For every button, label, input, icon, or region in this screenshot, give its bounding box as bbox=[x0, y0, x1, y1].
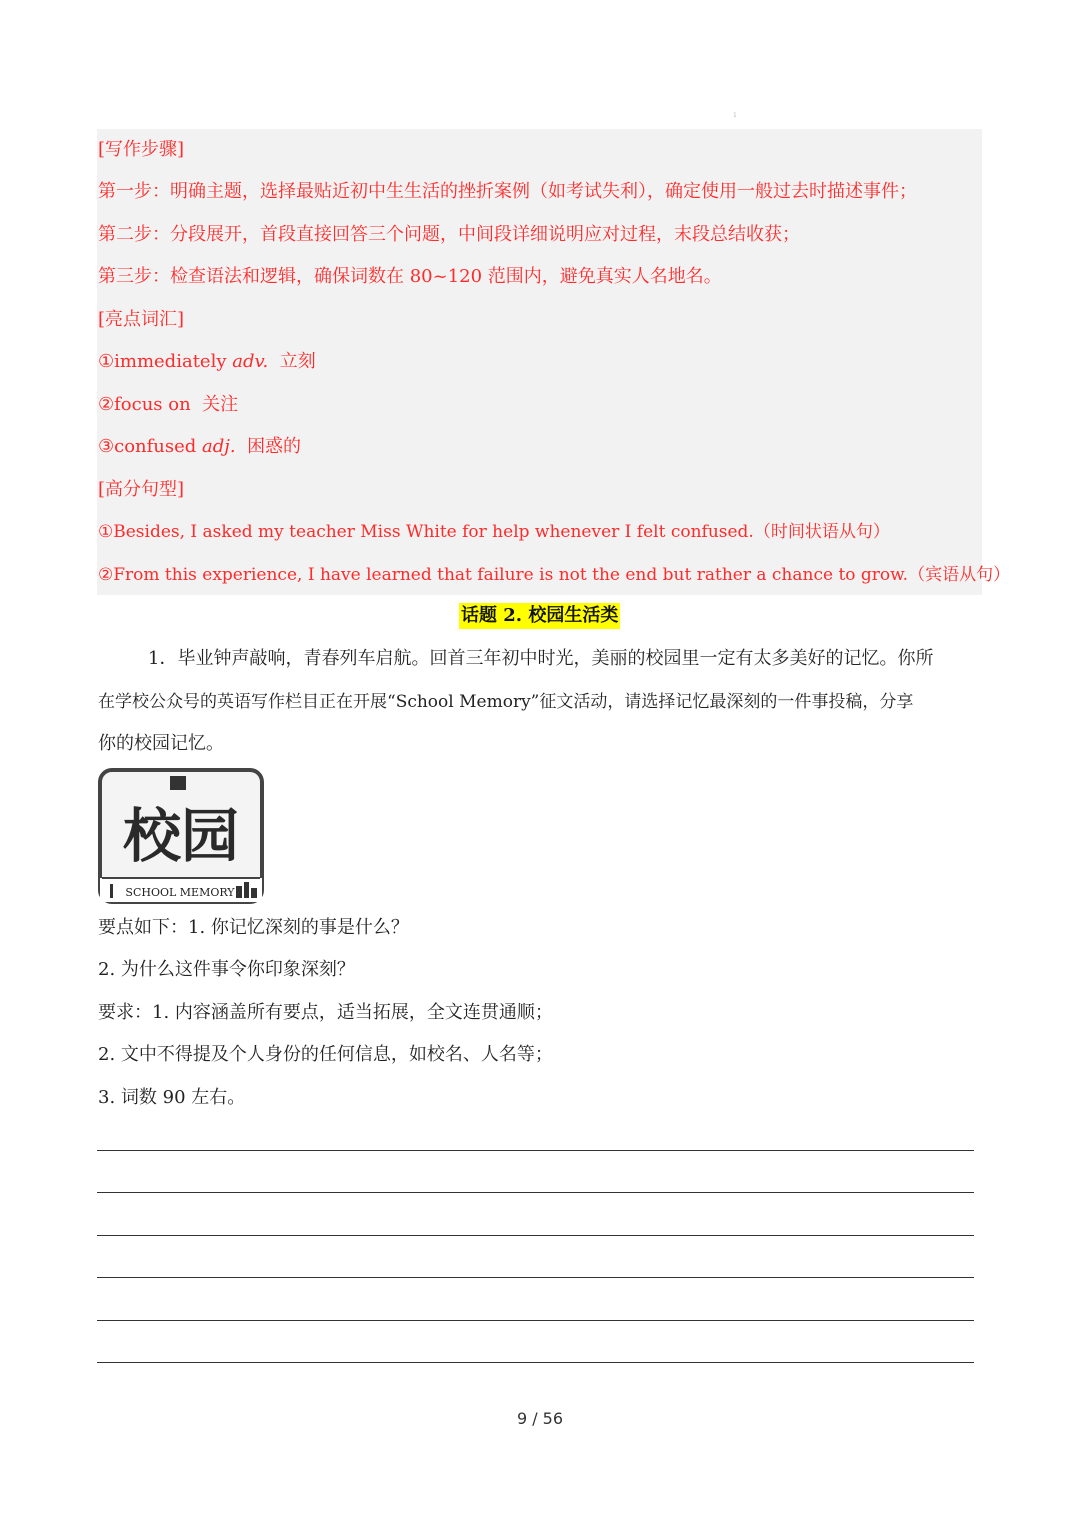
requirement-2: 2. 文中不得提及个人身份的任何信息，如校名、人名等； bbox=[98, 1044, 553, 1065]
requirement-1: 要求：1. 内容涵盖所有要点，适当拓展，全文连贯通顺； bbox=[98, 1002, 553, 1023]
logo-caption: SCHOOL MEMORY bbox=[125, 886, 235, 899]
step-3: 第三步：检查语法和逻辑，确保词数在 80~120 范围内，避免真实人名地名。 bbox=[98, 266, 722, 287]
vocab-pos: adj. bbox=[202, 436, 236, 457]
writing-line[interactable] bbox=[97, 1362, 974, 1363]
writing-line[interactable] bbox=[97, 1235, 974, 1236]
vocab-item bbox=[98, 435, 983, 459]
task-line-3: 你的校园记忆。 bbox=[98, 733, 224, 754]
vocab-meaning: 立刻 bbox=[279, 351, 316, 372]
vocab-word: ①immediately bbox=[98, 351, 233, 372]
page-number: 9 / 56 bbox=[516, 1409, 564, 1428]
vocab-pos: adv. bbox=[232, 351, 269, 372]
writing-line[interactable] bbox=[97, 1192, 974, 1193]
sentence-2: ②From this experience, I have learned that failure is not the end but rather a chance to grow.（宾语从句） bbox=[98, 565, 1011, 585]
requirement-3: 3. 词数 90 左右。 bbox=[98, 1087, 246, 1108]
points-intro: 要点如下：1. 你记忆深刻的事是什么？ bbox=[98, 917, 409, 938]
tiny-page-mark: 1 bbox=[733, 112, 737, 119]
vocab-meaning: 困惑的 bbox=[247, 436, 302, 457]
steps-heading: [写作步骤] bbox=[98, 139, 185, 160]
sentences-heading: [高分句型] bbox=[98, 479, 185, 500]
step-2: 第二步：分段展开，首段直接回答三个问题，中间段详细说明应对过程，末段总结收获； bbox=[98, 224, 800, 245]
vocab-heading: [亮点词汇] bbox=[98, 309, 185, 330]
writing-line[interactable] bbox=[97, 1320, 974, 1321]
vocab-item bbox=[98, 350, 983, 374]
sentence-1: ①Besides, I asked my teacher Miss White for help whenever I felt confused.（时间状语从句） bbox=[98, 522, 890, 542]
logo-characters: 校园 bbox=[122, 802, 240, 870]
topic-title: 话题 2. 校园生活类 bbox=[459, 603, 620, 629]
writing-line[interactable] bbox=[97, 1150, 974, 1151]
vocab-item bbox=[98, 393, 983, 417]
step-1: 第一步：明确主题，选择最贴近初中生生活的挫折案例（如考试失利），确定使用一般过去时描述事件； bbox=[98, 181, 917, 202]
vocab-meaning: 关注 bbox=[202, 394, 239, 415]
task-line-2: 在学校公众号的英语写作栏目正在开展“School Memory”征文活动，请选择记忆最深刻的一件事投稿，分享 bbox=[98, 692, 914, 712]
point-2: 2. 为什么这件事令你印象深刻？ bbox=[98, 959, 355, 980]
writing-line[interactable] bbox=[97, 1277, 974, 1278]
vocab-word: ②focus on bbox=[98, 394, 197, 415]
task-line-1: 1．毕业钟声敲响，青春列车启航。回首三年初中时光，美丽的校园里一定有太多美好的记忆。你所 bbox=[148, 648, 934, 669]
vocab-word: ③confused bbox=[98, 436, 203, 457]
school-memory-logo bbox=[98, 768, 264, 904]
